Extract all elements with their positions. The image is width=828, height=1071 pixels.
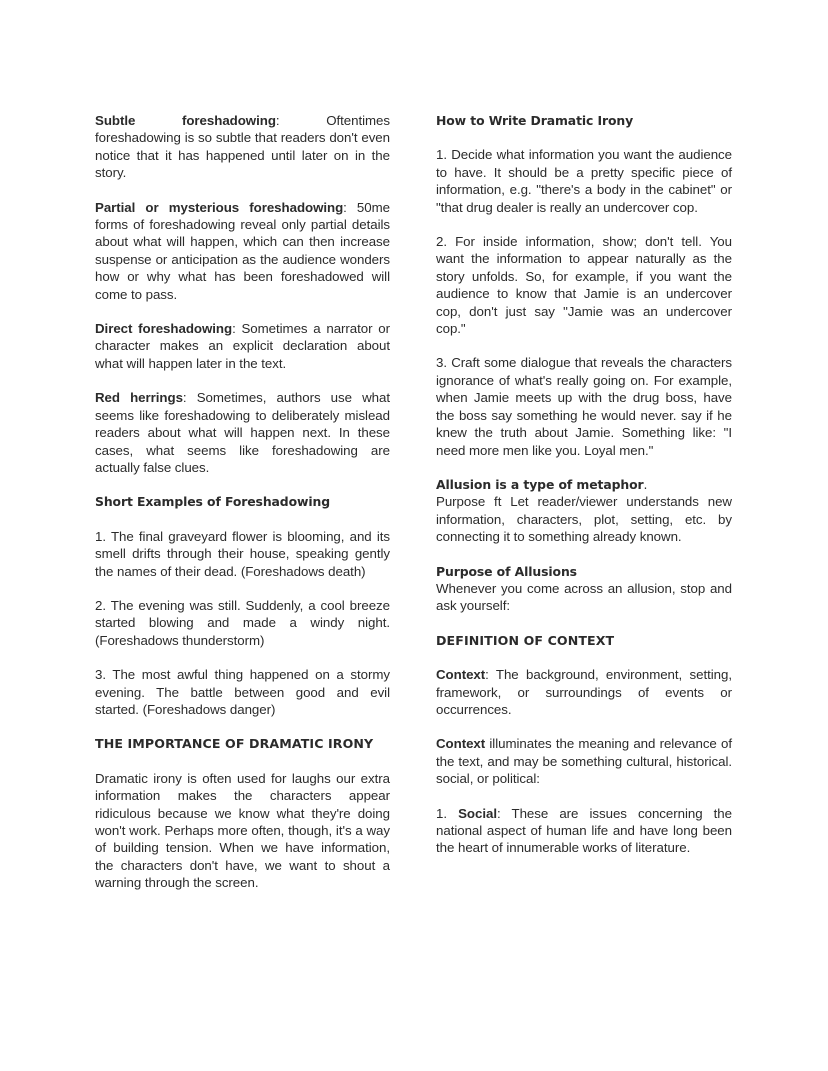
how-to-step-1: 1. Decide what information you want the audience to have. It should be a pretty specific piece of information, e.g. "there's a body in the cabinet" or "that drug dealer is really an undercover cop. [436,147,732,215]
paragraph-context-illuminates [436,735,732,787]
short-example-2: 2. The evening was still. Suddenly, a cool breeze started blowing and made a windy night. (Foreshadows thunderstorm) [95,597,390,648]
body-context-illuminates: illuminates the meaning and relevance of the text, and may be something cultural, historical. social, or political: [436,736,732,787]
lead-context-illuminates: Context [436,736,486,752]
body-allusion: Purpose ft Let reader/viewer understands new information, characters, plot, setting, etc. by connecting it to something already known. [436,494,732,545]
short-example-3: 3. The most awful thing happened on a stormy evening. The battle between good and evil started. (Foreshadows danger) [95,667,390,717]
heading-importance-dramatic-irony: THE IMPORTANCE OF DRAMATIC IRONY [95,736,374,752]
left-column [95,112,390,892]
short-example-1: 1. The final graveyard flower is blooming, and its smell drifts through their house, speaking gently the names of their dead. (Foreshadows death) [95,528,390,579]
lead-subtle-foreshadowing: Subtle foreshadowing [95,113,276,128]
paragraph-importance-body: Dramatic irony is often used for laughs our extra information makes the characters appear ridiculous because we know what they're doing won't work. Perhaps more often, though, it's a way of building tension. When we have information, the characters don't have, we want to shout a warning through the screen. [95,770,390,891]
body-purpose-of-allusions: Whenever you come across an allusion, stop and ask yourself: [436,580,732,614]
paragraph-allusion [436,476,732,546]
heading-purpose-of-allusions: Purpose of Allusions [436,563,577,579]
heading-definition-of-context: DEFINITION OF CONTEXT [436,632,615,648]
heading-how-to-write-dramatic-irony: How to Write Dramatic Irony [436,113,634,128]
lead-direct-foreshadowing: Direct foreshadowing [95,321,233,337]
how-to-step-2: 2. For inside information, show; don't tell. You want the information to appear naturally as the story unfolds. So, for example, if you want the audience to know that Jamie is an undercover cop, don't just say "Jamie was an undercover cop." [436,234,732,337]
two-column-layout [95,112,732,892]
prefix-social-context: 1. [436,805,459,821]
paragraph-purpose-of-allusions [436,563,732,615]
body-context-definition: : The background, environment, setting, framework, or surroundings of events or occurrences. [436,667,732,717]
body-partial-foreshadowing: : 50me forms of foreshadowing reveal only partial details about what will happen, which can then increase suspense or anticipation as the audience wonders how or why what has been foreshadowed will come to pass. [95,199,390,302]
lead-allusion-metaphor-period: . [643,476,648,492]
body-social-context: : These are issues concerning the national aspect of human life and have long been the heart of innumerable works of literature. [436,805,732,856]
lead-red-herrings: Red herrings [95,390,183,406]
body-red-herrings: : Sometimes, authors use what seems like foreshadowing to deliberately mislead readers about what will happen next. In these cases, what seems like foreshadowing are actually false clues. [95,390,390,475]
right-column [436,112,732,857]
heading-short-examples: Short Examples of Foreshadowing [95,494,330,510]
lead-partial-foreshadowing: Partial or mysterious foreshadowing [95,199,344,215]
body-direct-foreshadowing: : Sometimes a narrator or character makes an explicit declaration about what will happen later in the text. [95,321,390,371]
lead-allusion-metaphor-text: Allusion is a type of metaphor [436,476,644,492]
lead-allusion-metaphor [436,476,732,493]
paragraph-subtle-foreshadowing [95,112,390,182]
paragraph-direct-foreshadowing [95,320,390,372]
paragraph-partial-foreshadowing [95,199,390,303]
paragraph-social-context [436,805,732,857]
paragraph-context-definition [436,666,732,718]
body-subtle-foreshadowing: : Oftentimes foreshadowing is so subtle that readers don't even notice that it has happened until later on in the story. [95,113,390,181]
lead-context-definition: Context [436,667,486,683]
lead-social-context: Social [458,805,497,821]
paragraph-red-herrings [95,389,390,476]
how-to-step-3: 3. Craft some dialogue that reveals the characters ignorance of what's really going on. For example, when Jamie meets up with the drug boss, have the boss say something he would never. say if he knew the truth about Jamie. Something like: "I need more men like you. Loyal men." [436,355,732,458]
